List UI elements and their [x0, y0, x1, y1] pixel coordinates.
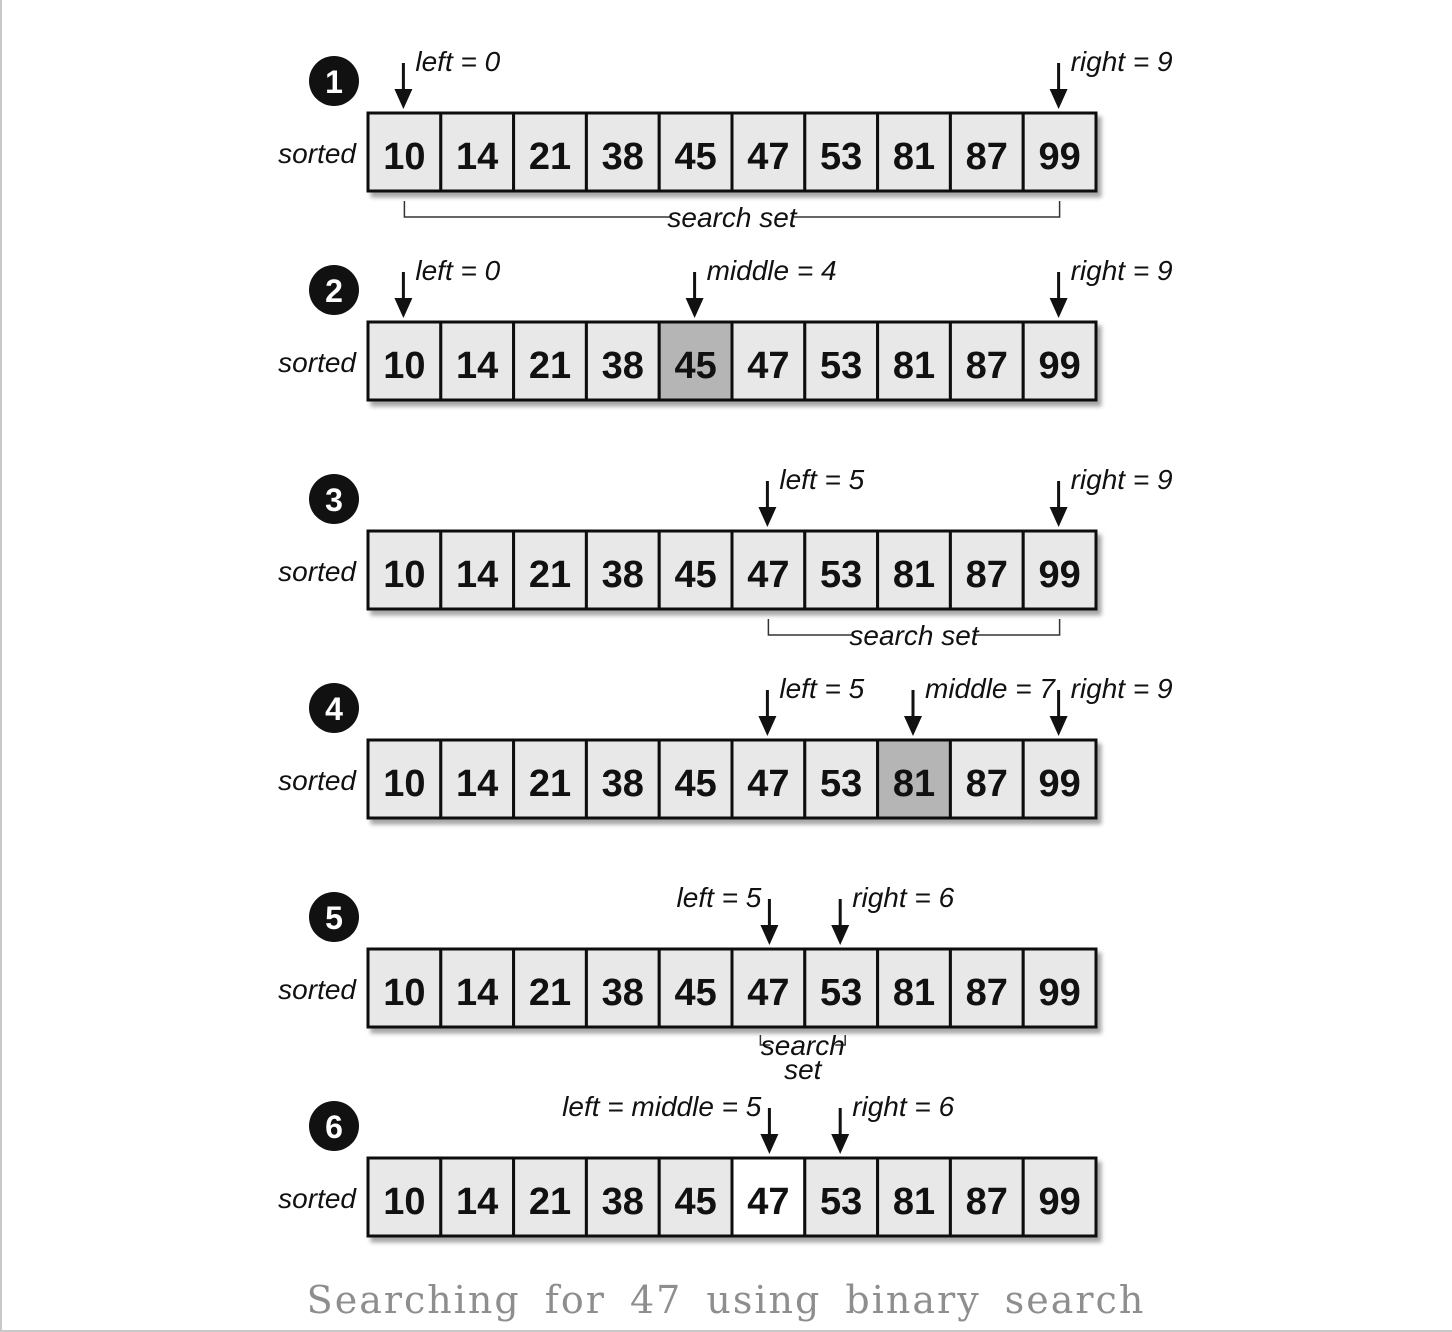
cell-value: 21	[528, 972, 572, 1014]
cell-value: 10	[383, 1181, 426, 1223]
cell-value: 99	[1038, 972, 1081, 1014]
pointer-middle	[686, 255, 837, 318]
pointer-left	[758, 464, 864, 527]
cell-value: 10	[383, 972, 426, 1014]
cell-value: 38	[601, 345, 644, 387]
step-5	[278, 882, 1096, 1085]
cell-value: 21	[528, 554, 572, 596]
pointer-right	[1050, 673, 1173, 736]
step-number-badge	[309, 474, 359, 524]
pointer-label: right = 6	[852, 1091, 955, 1122]
pointer-label: right = 9	[1070, 255, 1173, 286]
step-number-badge	[309, 683, 359, 733]
cell-value: 81	[892, 972, 936, 1014]
cell-value: 47	[747, 554, 790, 596]
cell-value: 47	[747, 345, 790, 387]
arrowhead-icon	[904, 716, 922, 736]
cell-value: 87	[965, 136, 1008, 178]
arrowhead-icon	[686, 298, 704, 318]
cell-value: 45	[674, 763, 717, 805]
cell-value: 87	[965, 972, 1008, 1014]
cell-value: 14	[456, 972, 499, 1014]
cell-value: 10	[383, 136, 426, 178]
array-label: sorted	[278, 1183, 356, 1214]
cell-value: 53	[820, 136, 863, 178]
cell-value: 21	[528, 136, 572, 178]
array-label: sorted	[278, 347, 356, 378]
pointer-right	[1050, 46, 1173, 109]
cell-value: 47	[747, 1181, 790, 1223]
cell-value: 45	[674, 1181, 717, 1223]
arrowhead-icon	[831, 925, 849, 945]
cell-value: 45	[674, 136, 717, 178]
step-number-badge	[309, 1101, 359, 1151]
cell-value: 87	[965, 1181, 1008, 1223]
pointer-label: left = middle = 5	[562, 1091, 762, 1122]
pointer-label: left = 5	[779, 464, 865, 495]
step-number: 4	[325, 691, 343, 727]
cell-value: 38	[601, 1181, 644, 1223]
arrowhead-icon	[394, 298, 412, 318]
figure-caption: Searching for 47 using binary search	[306, 1278, 1146, 1322]
cell-value: 10	[383, 763, 426, 805]
arrowhead-icon	[760, 925, 778, 945]
step-4	[278, 673, 1172, 818]
search-set-bracket	[404, 201, 1059, 233]
step-number-badge	[309, 265, 359, 315]
cell-value: 81	[892, 554, 936, 596]
pointer-middle	[904, 673, 1056, 736]
cell-value: 10	[383, 554, 426, 596]
cell-value: 14	[456, 1181, 499, 1223]
cell-value: 99	[1038, 763, 1081, 805]
cell-value: 81	[892, 136, 936, 178]
cell-value: 87	[965, 763, 1008, 805]
step-number: 2	[325, 273, 343, 309]
cell-value: 87	[965, 554, 1008, 596]
search-set-label: search set	[849, 620, 979, 651]
arrowhead-icon	[760, 1134, 778, 1154]
cell-value: 53	[820, 1181, 863, 1223]
cell-value: 81	[892, 763, 936, 805]
pointer-label: left = 5	[676, 882, 762, 913]
arrowhead-icon	[1050, 89, 1068, 109]
cell-value: 21	[528, 345, 572, 387]
step-1	[278, 46, 1172, 233]
cell-value: 14	[456, 136, 499, 178]
pointer-right	[831, 1091, 954, 1154]
cell-value: 21	[528, 1181, 572, 1223]
arrowhead-icon	[758, 716, 776, 736]
arrowhead-icon	[831, 1134, 849, 1154]
cell-value: 87	[965, 345, 1008, 387]
cell-value: 38	[601, 972, 644, 1014]
arrowhead-icon	[1050, 507, 1068, 527]
search-set-bracket	[760, 1030, 845, 1085]
pointer-right	[1050, 255, 1173, 318]
pointer-label: left = 0	[415, 255, 501, 286]
array-label: sorted	[278, 138, 356, 169]
pointer-right	[1050, 464, 1173, 527]
search-set-label: search	[760, 1030, 845, 1061]
cell-value: 10	[383, 345, 426, 387]
pointer-label: right = 9	[1070, 673, 1173, 704]
pointer-label: middle = 4	[706, 255, 837, 286]
cell-value: 81	[892, 345, 936, 387]
pointer-left	[562, 1091, 778, 1154]
search-set-label: set	[784, 1054, 822, 1085]
cell-value: 53	[820, 554, 863, 596]
cell-value: 38	[601, 763, 644, 805]
cell-value: 14	[456, 763, 499, 805]
search-set-bracket	[768, 619, 1059, 651]
pointer-label: left = 5	[779, 673, 865, 704]
step-number: 3	[325, 482, 343, 518]
step-number: 1	[325, 64, 343, 100]
cell-value: 14	[456, 554, 499, 596]
cell-value: 99	[1038, 136, 1081, 178]
cell-value: 45	[674, 554, 717, 596]
cell-value: 81	[892, 1181, 936, 1223]
pointer-left	[394, 255, 500, 318]
cell-value: 53	[820, 345, 863, 387]
cell-value: 47	[747, 972, 790, 1014]
step-number: 6	[325, 1109, 343, 1145]
cell-value: 99	[1038, 345, 1081, 387]
cell-value: 99	[1038, 1181, 1081, 1223]
arrowhead-icon	[1050, 298, 1068, 318]
cell-value: 38	[601, 136, 644, 178]
cell-value: 53	[820, 763, 863, 805]
cell-value: 53	[820, 972, 863, 1014]
step-number-badge	[309, 892, 359, 942]
pointer-label: right = 9	[1070, 464, 1173, 495]
pointer-left	[677, 882, 779, 945]
pointer-label: left = 0	[415, 46, 501, 77]
pointer-label: right = 9	[1070, 46, 1173, 77]
search-set-label: search set	[667, 202, 797, 233]
pointer-left	[758, 673, 864, 736]
cell-value: 45	[674, 972, 717, 1014]
cell-value: 47	[747, 136, 790, 178]
array-label: sorted	[278, 556, 356, 587]
step-3	[278, 464, 1172, 651]
step-6	[278, 1091, 1096, 1236]
pointer-right	[831, 882, 954, 945]
arrowhead-icon	[1050, 716, 1068, 736]
cell-value: 21	[528, 763, 572, 805]
arrowhead-icon	[758, 507, 776, 527]
step-number: 5	[325, 900, 343, 936]
step-2	[278, 255, 1172, 400]
cell-value: 99	[1038, 554, 1081, 596]
array-label: sorted	[278, 765, 356, 796]
array-label: sorted	[278, 974, 356, 1005]
pointer-label: middle = 7	[925, 673, 1055, 704]
cell-value: 45	[674, 345, 717, 387]
pointer-left	[394, 46, 500, 109]
arrowhead-icon	[394, 89, 412, 109]
pointer-label: right = 6	[852, 882, 955, 913]
step-number-badge	[309, 56, 359, 106]
cell-value: 38	[601, 554, 644, 596]
cell-value: 47	[747, 763, 790, 805]
cell-value: 14	[456, 345, 499, 387]
